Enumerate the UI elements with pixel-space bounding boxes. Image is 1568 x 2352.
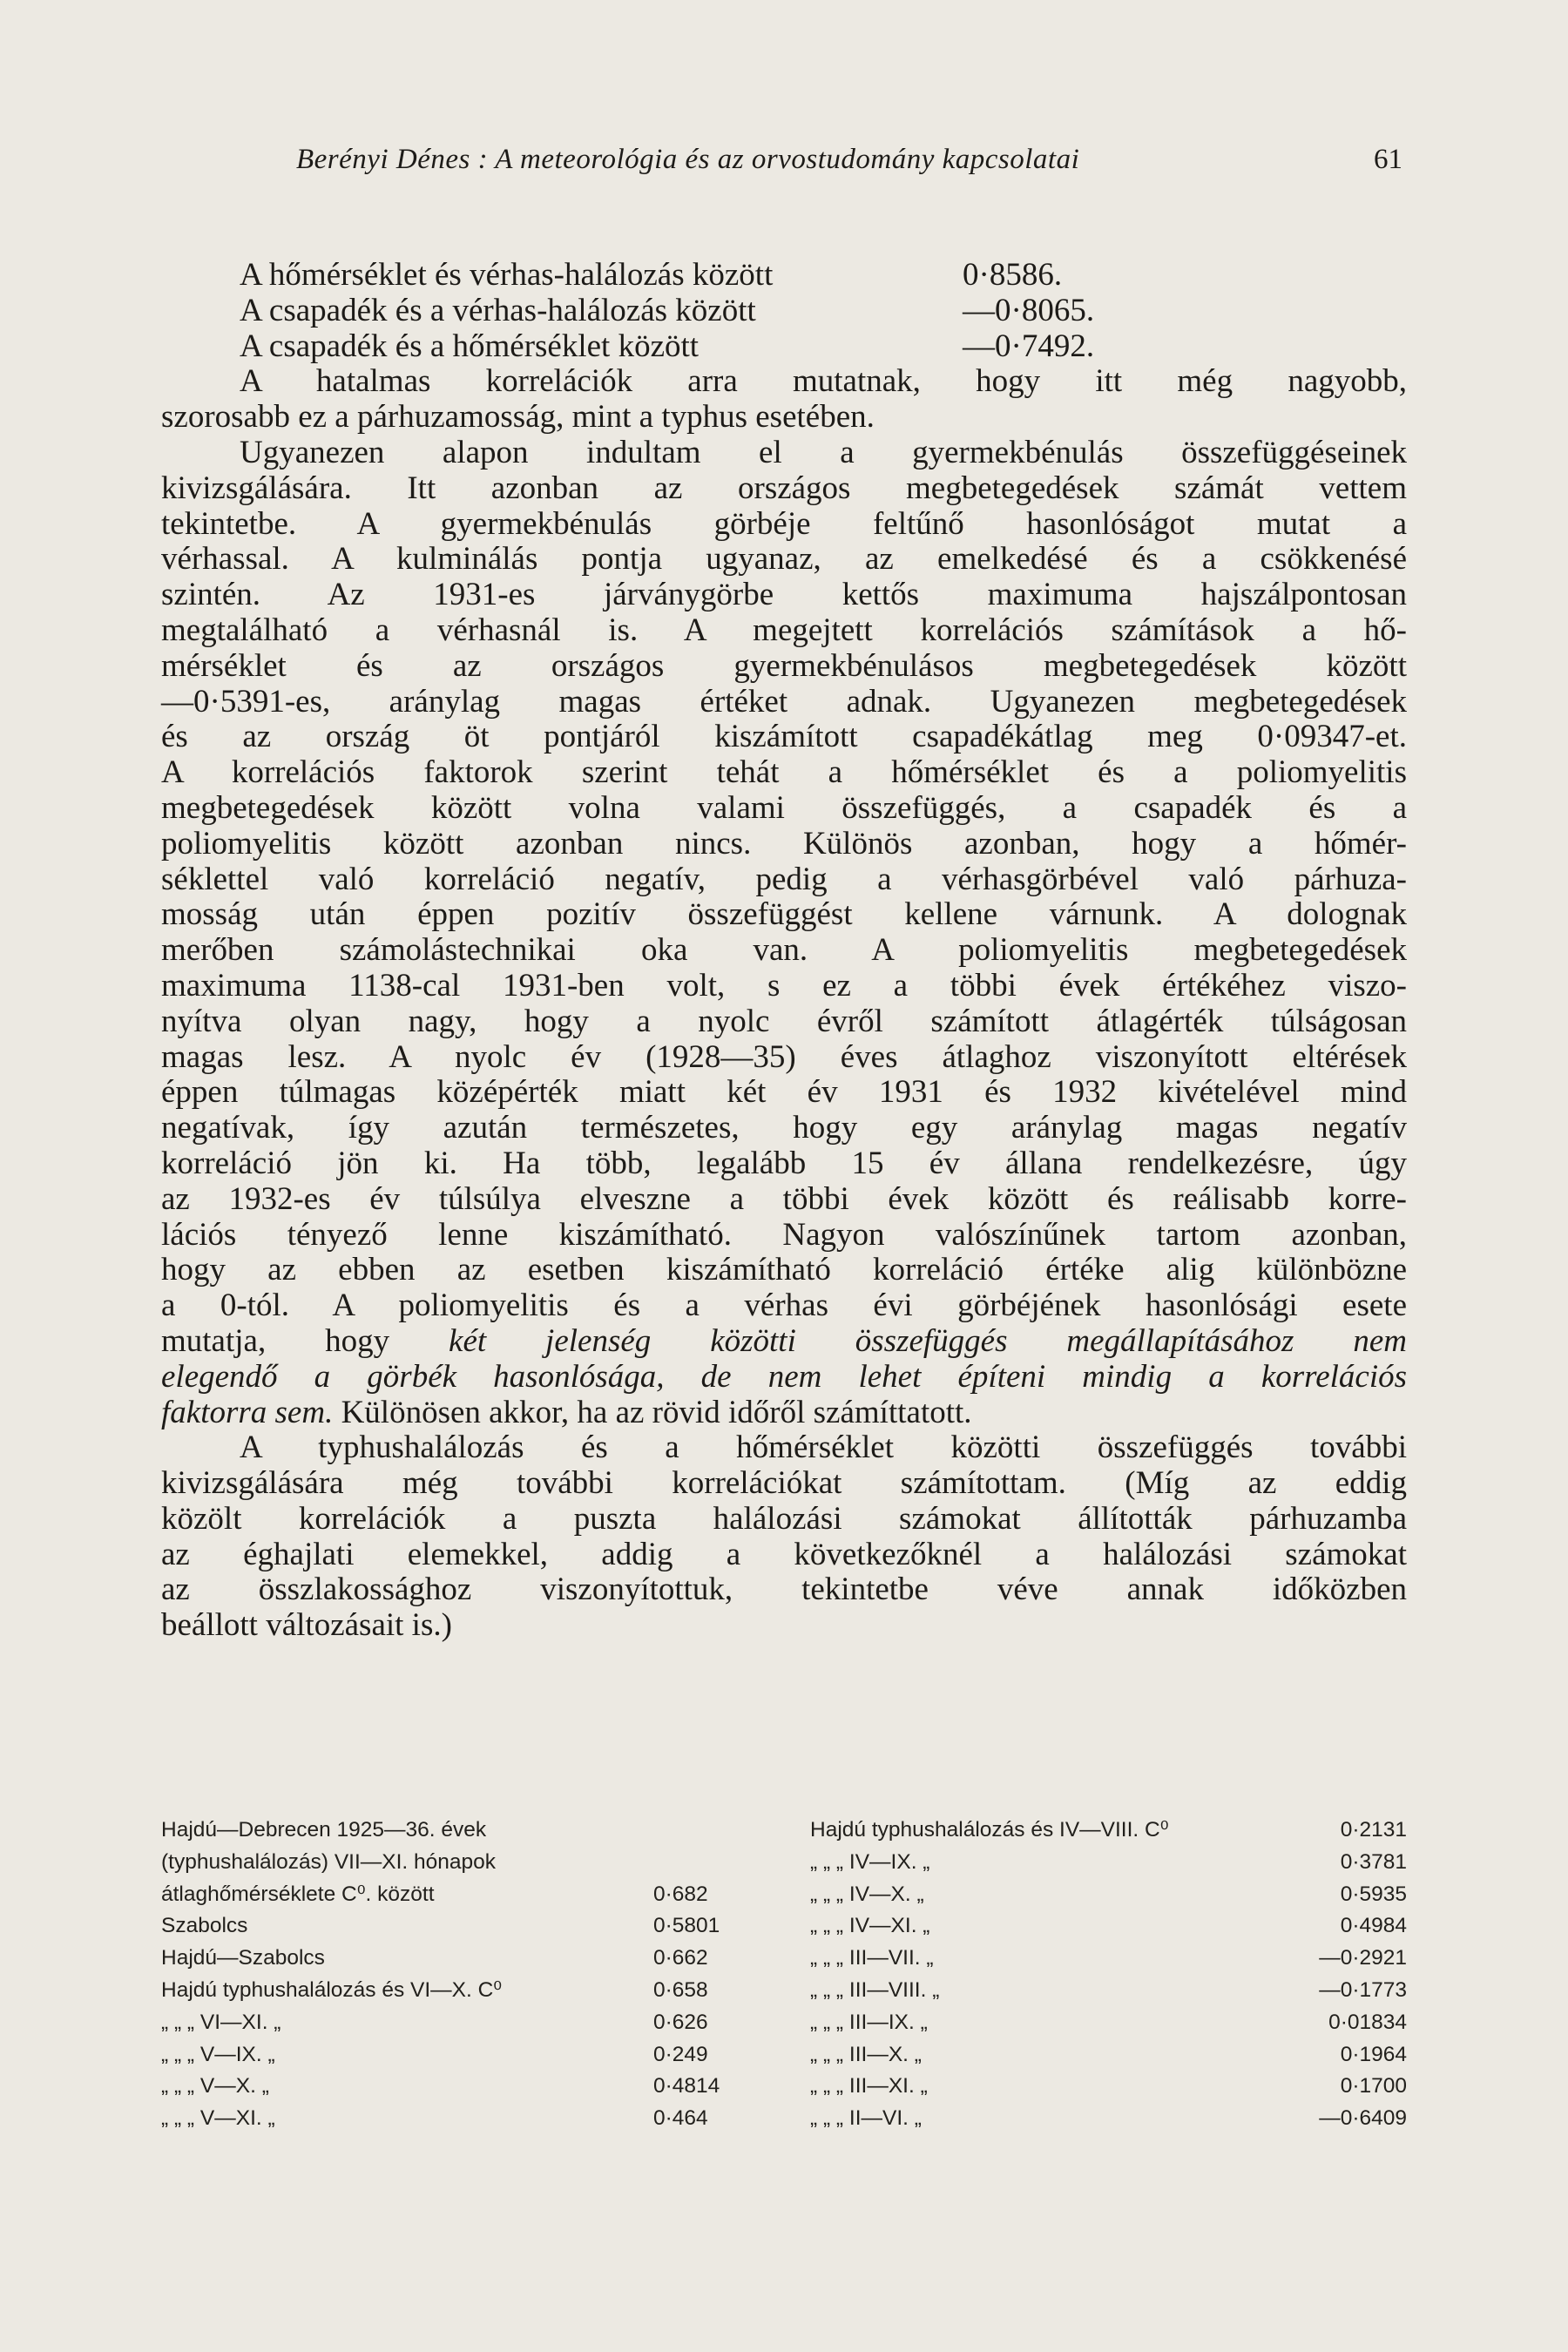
text-line: mosság után éppen pozitív összefüggést kellene várnunk. A dolognak	[161, 896, 1407, 933]
right-value: 0·1964	[1340, 2042, 1407, 2066]
table-row	[161, 1910, 1407, 1943]
left-label: „ „ „ V—X. „	[161, 2074, 269, 2099]
right-label: „ „ „ IV—XI. „	[810, 1914, 930, 1938]
correlation-value: —0·8065.	[963, 292, 1095, 328]
italic-emphasis-line: elegendő a görbék hasonlósága, de nem lehet építeni mindig a korrelációs	[161, 1358, 1407, 1395]
italic-emphasis: faktorra sem.	[161, 1394, 334, 1430]
text-line: az 1932-es év túlsúlya elveszne a többi évek között és reálisabb korre-	[161, 1180, 1407, 1217]
right-value: —0·2921	[1319, 1946, 1407, 1970]
right-value: 0·4984	[1340, 1914, 1407, 1938]
text-line: megtalálható a vérhasnál is. A megejtett korrelációs számítások a hő-	[161, 612, 1407, 648]
left-label: „ „ „ V—IX. „	[161, 2042, 275, 2066]
running-header	[296, 144, 1402, 187]
text-line: közölt korrelációk a puszta halálozási számokat állították párhuzamba	[161, 1500, 1407, 1537]
right-label: „ „ „ IV—X. „	[810, 1882, 924, 1906]
text-line: —0·5391-es, aránylag magas értéket adnak. Ugyanezen megbetegedések	[161, 683, 1407, 720]
left-value: 0·5801	[653, 1914, 720, 1938]
left-label: „ „ „ V—XI. „	[161, 2106, 275, 2131]
text-line: és az ország öt pontjáról kiszámított csapadékátlag meg 0·09347-et.	[161, 719, 1407, 755]
text-line: megbetegedések között volna valami összefüggés, a csapadék és a	[161, 789, 1407, 826]
left-value: 0·626	[653, 2010, 708, 2034]
left-value: 0·658	[653, 1977, 708, 2002]
left-value: 0·464	[653, 2106, 708, 2131]
body-text	[161, 258, 1407, 1644]
text-line-mixed	[161, 1324, 1407, 1360]
text-line: éppen túlmagas középérték miatt két év 1931 és 1932 kivételével mind	[161, 1074, 1407, 1111]
table-row	[161, 1847, 1407, 1879]
text-line: az összlakossághoz viszonyítottuk, tekintetbe véve annak időközben	[161, 1571, 1407, 1608]
text-line: szorosabb ez a párhuzamosság, mint a typhus esetében.	[161, 399, 875, 436]
left-label: átlaghőmérséklete C⁰. között	[161, 1882, 435, 1906]
left-label: Hajdú—Debrecen 1925—36. évek	[161, 1818, 487, 1842]
left-value: 0·662	[653, 1946, 708, 1970]
plain-text: Különösen akkor, ha az rövid időről számíttatott.	[333, 1394, 972, 1430]
table-row	[161, 2039, 1407, 2072]
text-line: kivizsgálására. Itt azonban az országos megbetegedések számát vettem	[161, 470, 1407, 506]
left-value: 0·249	[653, 2042, 708, 2066]
text-line: Ugyanezen alapon indultam el a gyermekbénulás összefüggéseinek	[240, 434, 1407, 470]
italic-emphasis: két jelenség közötti összefüggés megállapításához nem	[449, 1322, 1407, 1359]
right-label: „ „ „ IV—IX. „	[810, 1849, 930, 1874]
text-line: tekintetbe. A gyermekbénulás görbéje feltűnő hasonlóságot mutat a	[161, 505, 1407, 542]
page-number: 61	[1374, 144, 1402, 175]
text-line: magas lesz. A nyolc év (1928—35) éves átlaghoz viszonyított eltérések	[161, 1038, 1407, 1075]
correlation-line	[161, 258, 1407, 294]
text-line: A korrelációs faktorok szerint tehát a hőmérséklet és a poliomyelitis	[161, 754, 1407, 791]
right-value: 0·1700	[1340, 2074, 1407, 2099]
correlation-line	[161, 329, 1407, 365]
text-line: mérséklet és az országos gyermekbénulásos megbetegedések között	[161, 647, 1407, 684]
right-value: 0·01834	[1328, 2010, 1407, 2034]
table-row	[161, 1815, 1407, 1847]
text-line: negatívak, így azután természetes, hogy egy aránylag magas negatív	[161, 1110, 1407, 1146]
text-line: korreláció jön ki. Ha több, legalább 15 év állana rendelkezésre, úgy	[161, 1145, 1407, 1181]
correlation-value: 0·8586.	[963, 257, 1063, 293]
text-line: hogy az ebben az esetben kiszámítható korreláció értéke alig különbözne	[161, 1252, 1407, 1288]
text-line: A typhushalálozás és a hőmérséklet közötti összefüggés további	[240, 1429, 1407, 1466]
text-line: vérhassal. A kulminálás pontja ugyanaz, az emelkedésé és a csökkenésé	[161, 541, 1407, 578]
right-value: 0·3781	[1340, 1849, 1407, 1874]
text-line: a 0-tól. A poliomyelitis és a vérhas évi görbéjének hasonlósági esete	[161, 1288, 1407, 1324]
correlation-label: A csapadék és a vérhas-halálozás között	[240, 292, 756, 328]
running-title: Berényi Dénes : A meteorológia és az orvostudomány kapcsolatai	[296, 144, 1080, 175]
table-row	[161, 2007, 1407, 2039]
text-line: poliomyelitis között azonban nincs. Különös azonban, hogy a hőmér-	[161, 825, 1407, 862]
right-label: „ „ „ III—X. „	[810, 2042, 922, 2066]
right-label: „ „ „ III—XI. „	[810, 2074, 928, 2099]
right-label: „ „ „ III—VII. „	[810, 1946, 934, 1970]
left-label: Szabolcs	[161, 1914, 248, 1938]
table-row	[161, 1975, 1407, 2007]
right-label: „ „ „ II—VI. „	[810, 2106, 922, 2131]
text-line: nyítva olyan nagy, hogy a nyolc évről számított átlagérték túlságosan	[161, 1003, 1407, 1039]
text-line: szintén. Az 1931-es járványgörbe kettős maximuma hajszálpontosan	[161, 577, 1407, 613]
text-line: maximuma 1138-cal 1931-ben volt, s ez a többi évek értékéhez viszo-	[161, 967, 1407, 1004]
text-line: séklettel való korreláció negatív, pedig a vérhasgörbével való párhuza-	[161, 861, 1407, 897]
text-line: beállott változásait is.)	[161, 1607, 452, 1644]
right-label: Hajdú typhushalálozás és IV—VIII. C⁰	[810, 1818, 1169, 1842]
plain-text: mutatja, hogy	[161, 1322, 449, 1359]
left-label: Hajdú—Szabolcs	[161, 1946, 325, 1970]
right-label: „ „ „ III—VIII. „	[810, 1977, 940, 2002]
table-row	[161, 2103, 1407, 2135]
text-line: az éghajlati elemekkel, addig a következőknél a halálozási számokat	[161, 1536, 1407, 1572]
table-row	[161, 1943, 1407, 1975]
text-line: lációs tényező lenne kiszámítható. Nagyon valószínűnek tartom azonban,	[161, 1216, 1407, 1253]
correlation-table	[161, 1815, 1407, 2135]
right-value: 0·5935	[1340, 1882, 1407, 1906]
text-line: kivizsgálására még további korrelációkat számítottam. (Míg az eddig	[161, 1465, 1407, 1502]
text-line-mixed	[161, 1396, 1407, 1431]
table-row	[161, 1879, 1407, 1911]
right-value: —0·6409	[1319, 2106, 1407, 2131]
left-value: 0·682	[653, 1882, 708, 1906]
correlation-label: A csapadék és a hőmérséklet között	[240, 328, 700, 364]
left-label: Hajdú typhushalálozás és VI—X. C⁰	[161, 1977, 503, 2002]
correlation-label: A hőmérséklet és vérhas-halálozás között	[240, 257, 774, 293]
right-value: 0·2131	[1340, 1818, 1407, 1842]
text-line: merőben számolástechnikai oka van. A poliomyelitis megbetegedések	[161, 932, 1407, 969]
text-line: A hatalmas korrelációk arra mutatnak, hogy itt még nagyobb,	[240, 363, 1407, 400]
left-label: „ „ „ VI—XI. „	[161, 2010, 281, 2034]
right-label: „ „ „ III—IX. „	[810, 2010, 928, 2034]
correlation-value: —0·7492.	[963, 328, 1095, 364]
right-value: —0·1773	[1319, 1977, 1407, 2002]
left-value: 0·4814	[653, 2074, 720, 2099]
correlation-line	[161, 294, 1407, 329]
left-label: (typhushalálozás) VII—XI. hónapok	[161, 1849, 497, 1874]
table-row	[161, 2071, 1407, 2103]
